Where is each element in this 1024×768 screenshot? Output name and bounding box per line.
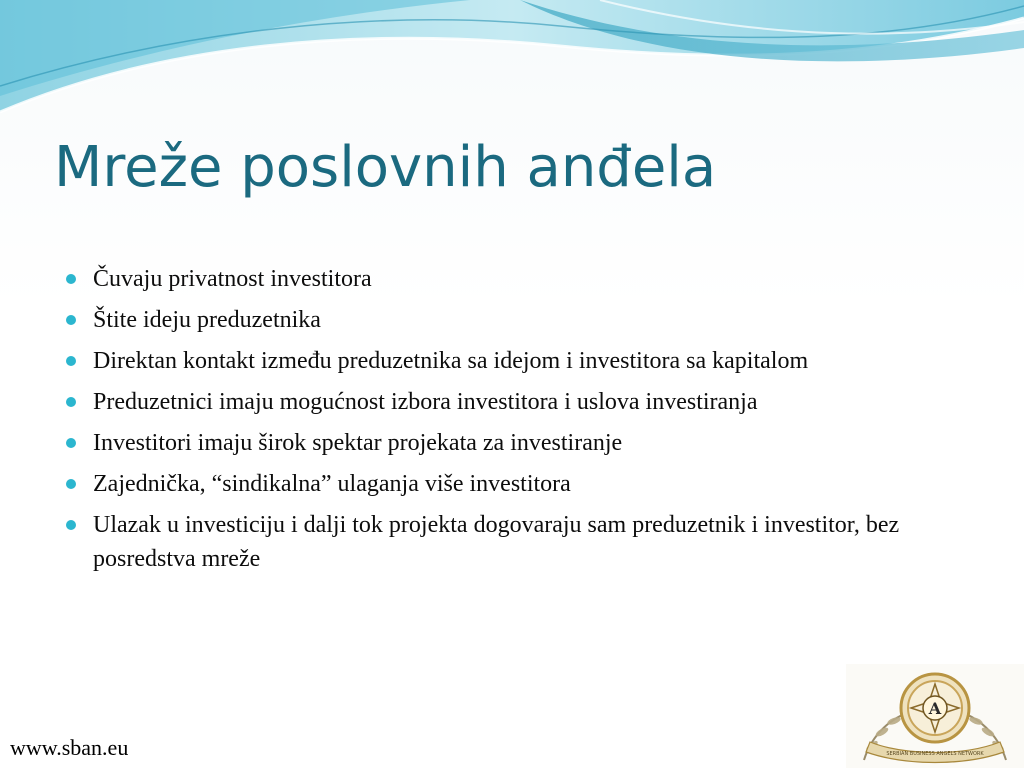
bullet-item bbox=[66, 508, 946, 576]
bullet-dot-icon bbox=[66, 438, 76, 448]
bullet-dot-icon bbox=[66, 397, 76, 407]
bullet-text: Direktan kontakt između preduzetnika sa idejom i investitora sa kapitalom bbox=[93, 348, 809, 374]
bullet-text: Štite ideju preduzetnika bbox=[93, 307, 321, 333]
bullet-text: Ulazak u investiciju i dalji tok projekta dogovaraju sam preduzetnik i investitor, bez posredstva mreže bbox=[93, 512, 900, 572]
svg-text:A: A bbox=[928, 699, 942, 718]
bullet-list bbox=[66, 262, 946, 583]
bullet-dot-icon bbox=[66, 274, 76, 284]
bullet-item bbox=[66, 385, 946, 419]
bullet-item bbox=[66, 262, 946, 296]
bullet-item bbox=[66, 467, 946, 501]
slide-title: Mreže poslovnih anđela bbox=[54, 135, 717, 200]
svg-text:SERBIAN BUSINESS ANGELS NETWOR: SERBIAN BUSINESS ANGELS NETWORK bbox=[886, 751, 984, 757]
bullet-text: Investitori imaju širok spektar projekata za investiranje bbox=[93, 430, 623, 456]
bullet-dot-icon bbox=[66, 520, 76, 530]
bullet-item bbox=[66, 303, 946, 337]
bullet-text: Preduzetnici imaju mogućnost izbora investitora i uslova investiranja bbox=[93, 389, 758, 415]
bullet-text: Čuvaju privatnost investitora bbox=[93, 266, 372, 292]
bullet-text: Zajednička, “sindikalna” ulaganja više investitora bbox=[93, 471, 571, 497]
bullet-dot-icon bbox=[66, 315, 76, 325]
bullet-dot-icon bbox=[66, 356, 76, 366]
sban-logo-icon bbox=[846, 664, 1024, 768]
footer-website-link[interactable]: www.sban.eu bbox=[10, 735, 129, 760]
bullet-item bbox=[66, 344, 946, 378]
header-wave-decoration bbox=[0, 0, 1024, 120]
bullet-dot-icon bbox=[66, 479, 76, 489]
bullet-item bbox=[66, 426, 946, 460]
